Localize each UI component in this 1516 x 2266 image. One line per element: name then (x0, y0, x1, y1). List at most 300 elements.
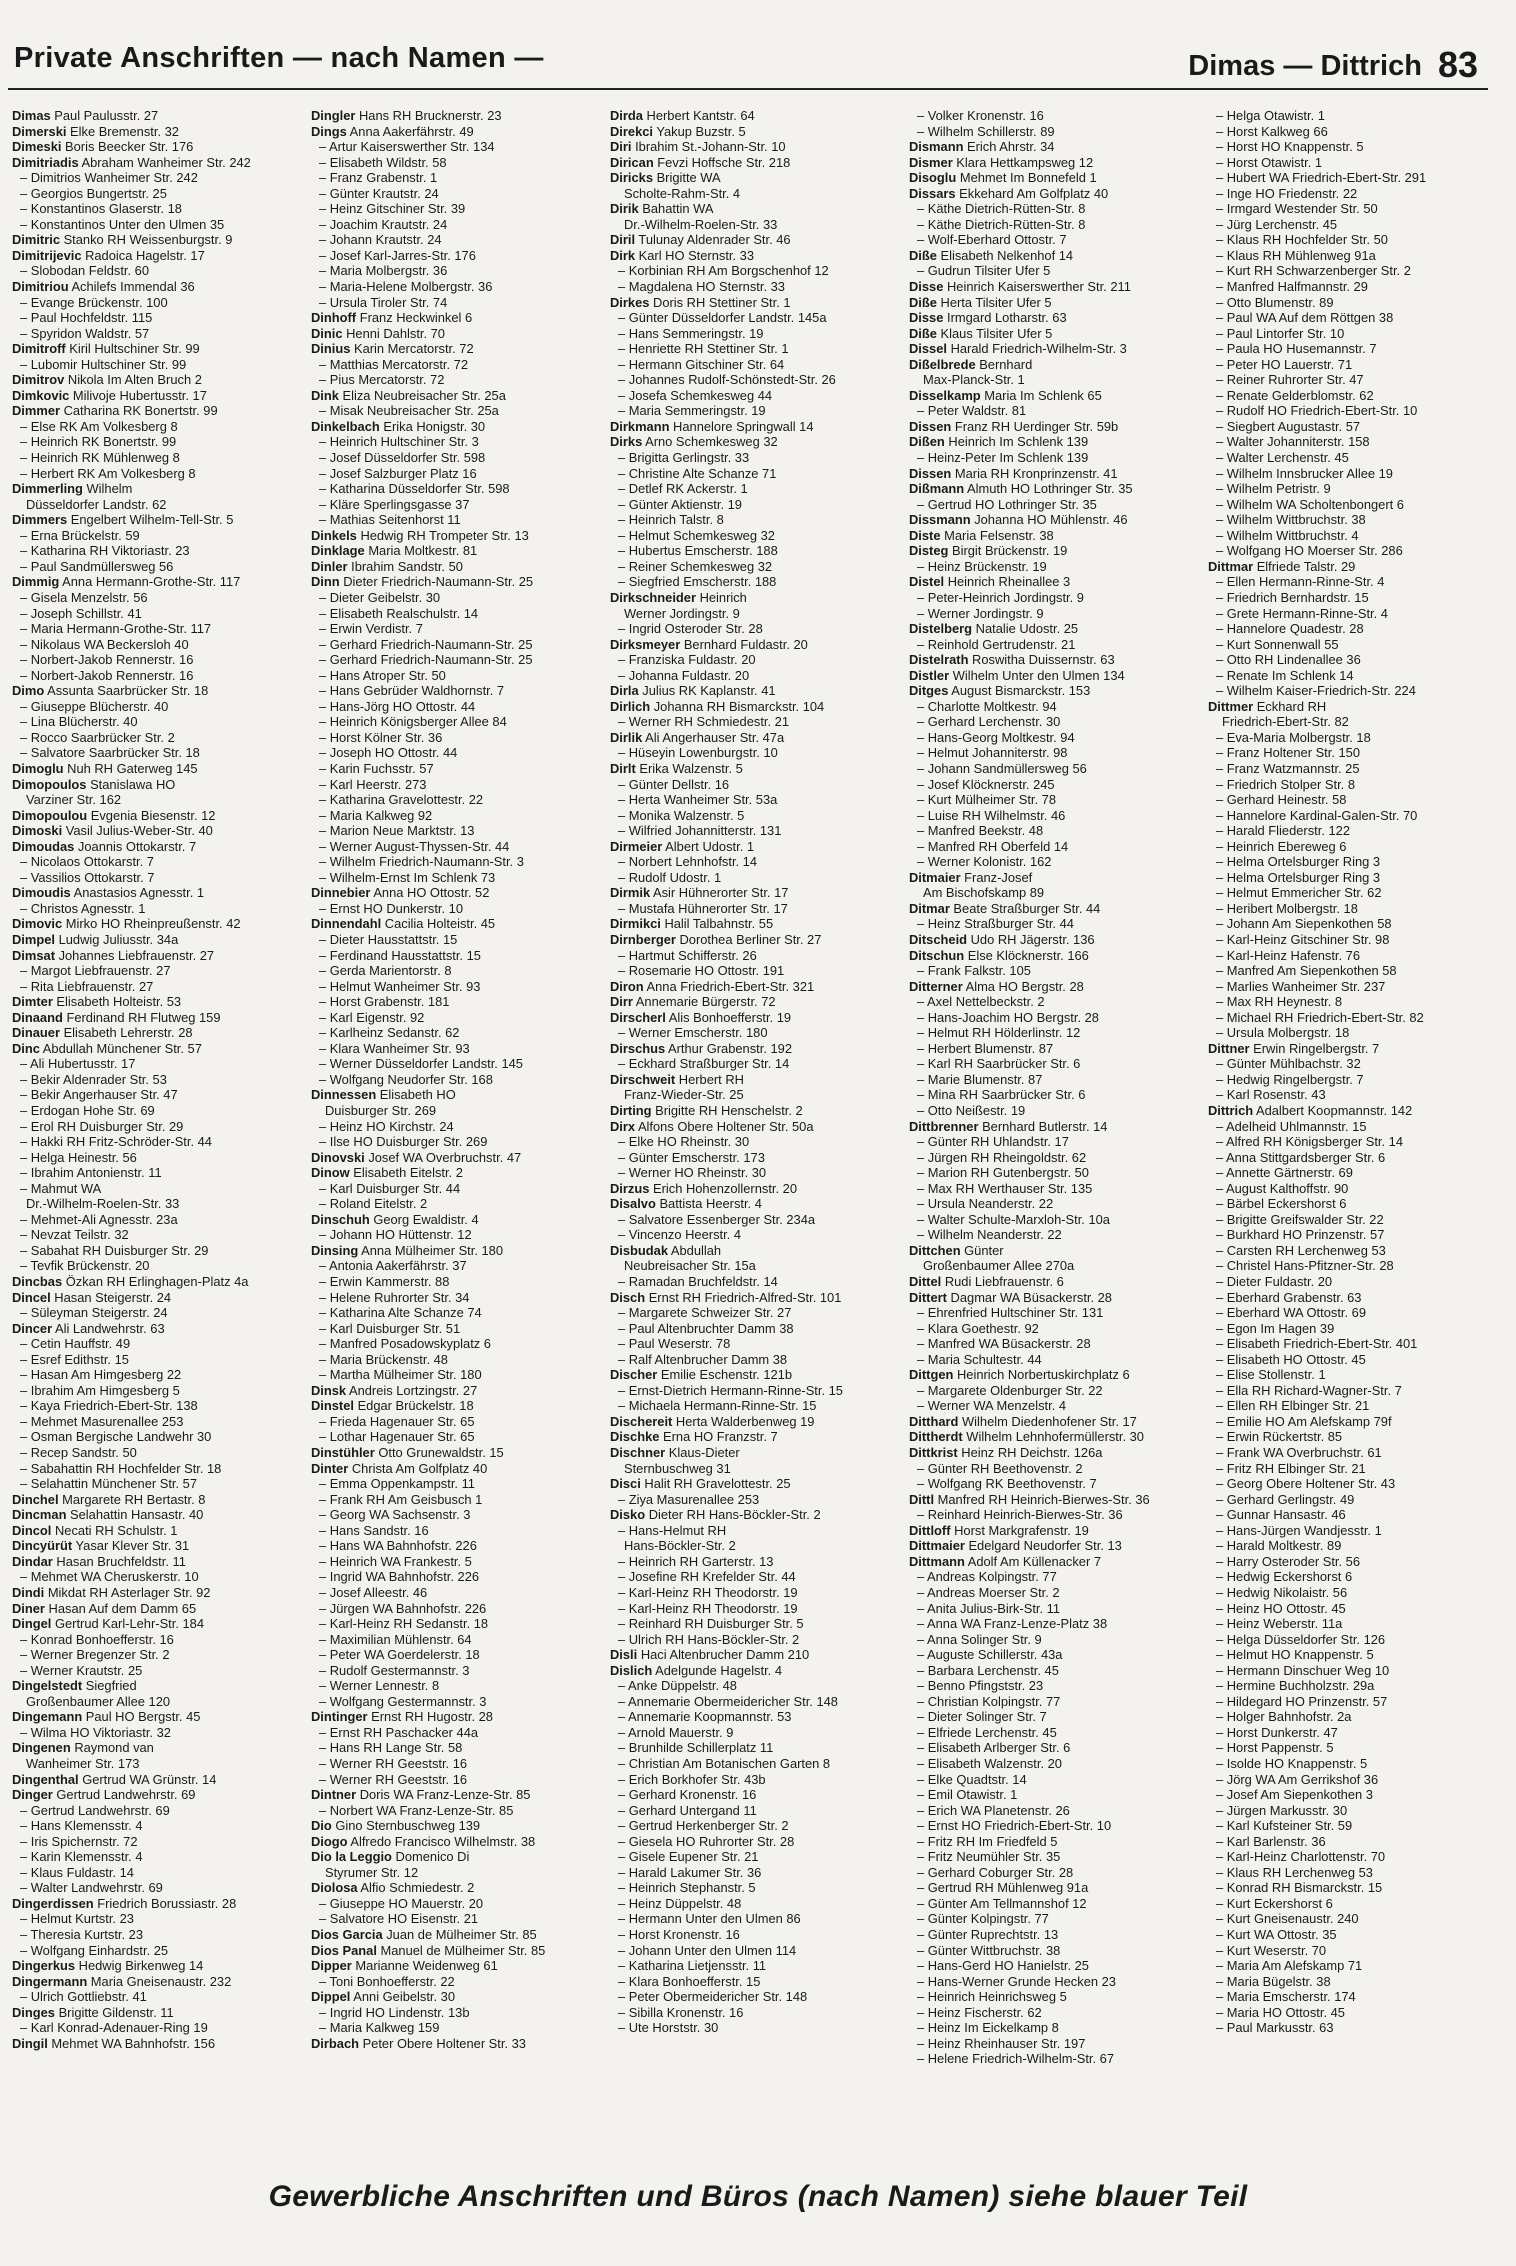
entry-details: Julius RK Kaplanstr. 41 (638, 683, 776, 699)
entry-details: Brigitte WA (653, 170, 721, 186)
directory-subentry: – Werner RH Geeststr. 16 (319, 1771, 468, 1787)
entry-details: Alma HO Bergstr. 28 (962, 978, 1084, 994)
entry-surname: Dinklage (311, 543, 365, 559)
entry-details: Johannes Liebfrauenstr. 27 (54, 947, 215, 963)
directory-subentry: – Helmut RH Hölderlinstr. 12 (917, 1025, 1081, 1041)
directory-subentry: – Karl-Heinz Charlottenstr. 70 (1216, 1849, 1386, 1865)
directory-entry (311, 1834, 603, 1850)
entry-details: Heinrich Norbertuskirchplatz 6 (953, 1367, 1130, 1383)
entry-surname: Dinn (311, 574, 340, 590)
entry-details: Christa Am Golfplatz 40 (348, 1460, 488, 1476)
directory-entry (909, 419, 1201, 435)
entry-details: Anna Hermann-Grothe-Str. 117 (59, 574, 241, 590)
directory-subentry: – Giesela HO Ruhrorter Str. 28 (618, 1833, 795, 1849)
directory-subentry: – Vincenzo Heerstr. 4 (618, 1227, 742, 1243)
directory-entry (610, 155, 902, 171)
entry-details: Rudi Liebfrauenstr. 6 (941, 1274, 1064, 1290)
directory-subentry: – Horst Dunkerstr. 47 (1216, 1724, 1338, 1740)
directory-subentry: – Wolfgang HO Moerser Str. 286 (1216, 543, 1403, 559)
directory-subentry: – Brigitte Greifswalder Str. 22 (1216, 1211, 1384, 1227)
directory-subentry: – Joachim Krautstr. 24 (319, 216, 448, 232)
entry-surname: Dißmann (909, 481, 965, 497)
directory-subentry: – Magdalena HO Sternstr. 33 (618, 279, 785, 295)
directory-entry (12, 1025, 304, 1041)
directory-subentry: – Konstantinos Glaserstr. 18 (20, 201, 182, 217)
directory-entry (311, 1445, 603, 1461)
directory-entry (311, 1927, 603, 1943)
entry-surname: Disse (909, 310, 944, 326)
directory-subentry: – Andreas Kolpingstr. 77 (917, 1569, 1057, 1585)
directory-subentry: – Horst Kölner Str. 36 (319, 729, 443, 745)
directory-subentry: – Frank RH Am Geisbusch 1 (319, 1491, 483, 1507)
directory-subentry: – Karl-Heinz RH Theodorstr. 19 (618, 1600, 798, 1616)
entry-surname: Dimopoulos (12, 776, 87, 792)
entry-details: Doris WA Franz-Lenze-Str. 85 (356, 1787, 531, 1803)
directory-subentry: – Heinrich Heinrichsweg 5 (917, 1989, 1067, 2005)
directory-entry (12, 808, 304, 824)
directory-entry (12, 1678, 304, 1694)
directory-subentry: – Gerhard Lerchenstr. 30 (917, 714, 1061, 730)
directory-entry (610, 1507, 902, 1523)
directory-subentry: – Johannes Rudolf-Schönstedt-Str. 26 (618, 372, 836, 388)
entry-surname: Dings (311, 123, 347, 139)
directory-subentry: – Günter Wittbruchstr. 38 (917, 1942, 1061, 1958)
directory-subentry: – Helga Heinestr. 56 (20, 1149, 137, 1165)
directory-subentry: – Helmut Emmericher Str. 62 (1216, 885, 1382, 901)
directory-entry (311, 1383, 603, 1399)
directory-subentry: – Paul Markusstr. 63 (1216, 2020, 1334, 2036)
entry-details: Brigitte Gildenstr. 11 (54, 2004, 174, 2020)
directory-subentry: – Karl-Heinz Hafenstr. 76 (1216, 947, 1361, 963)
entry-surname: Dirda (610, 108, 643, 123)
directory-subentry: – Heinz HO Kirchstr. 24 (319, 1118, 454, 1134)
entry-surname: Dimter (12, 994, 53, 1010)
directory-subentry: – Wilhelm Innsbrucker Allee 19 (1216, 465, 1393, 481)
directory-subentry: – Klaus RH Mühlenweg 91a (1216, 247, 1376, 263)
entry-details: Herbert RH (675, 1071, 744, 1087)
directory-subentry: – Lothar Hagenauer Str. 65 (319, 1429, 475, 1445)
entry-surname: Dinkelbach (311, 418, 380, 434)
entry-details: Elisabeth Holteistr. 53 (52, 994, 182, 1010)
entry-details: Natalie Udostr. 25 (972, 621, 1079, 637)
directory-entry (610, 683, 902, 699)
directory-entry (909, 295, 1201, 311)
entry-surname: Dingermann (12, 1973, 88, 1989)
directory-subentry: – Marlies Wanheimer Str. 237 (1216, 978, 1386, 994)
directory-subentry: – Reinhold Gertrudenstr. 21 (917, 636, 1076, 652)
entry-details: Anna Friedrich-Ebert-Str. 321 (643, 978, 815, 994)
directory-subentry: – Eberhard Grabenstr. 63 (1216, 1289, 1362, 1305)
entry-surname: Dirla (610, 683, 639, 699)
directory-entry (311, 1849, 603, 1865)
directory-entry (12, 1010, 304, 1026)
directory-subentry: – Katharina Düsseldorfer Str. 598 (319, 481, 510, 497)
entry-details: Arno Schemkesweg 32 (642, 434, 778, 450)
directory-entry (610, 1072, 902, 1088)
directory-subentry: – Manfred Halfmannstr. 29 (1216, 279, 1368, 295)
directory-continuation: Neubreisacher Str. 15a (624, 1258, 756, 1274)
entry-details: Wilhelm (82, 481, 133, 497)
entry-surname: Diogo (311, 1833, 348, 1849)
directory-subentry: – Maria Schultestr. 44 (917, 1351, 1042, 1367)
directory-subentry: – Kurt Sonnenwall 55 (1216, 636, 1339, 652)
directory-subentry: – Hedwig Nikolaistr. 56 (1216, 1584, 1348, 1600)
entry-surname: Dißelbrede (909, 356, 976, 372)
entry-details: Ibrahim Sandstr. 50 (347, 558, 463, 574)
entry-details: Ali Landwehrstr. 63 (52, 1320, 165, 1336)
directory-subentry: – Kurt WA Ottostr. 35 (1216, 1926, 1337, 1942)
entry-surname: Dittner (1208, 1040, 1250, 1056)
directory-subentry: – Hans Atroper Str. 50 (319, 667, 446, 683)
directory-subentry: – Gerhard Coburger Str. 28 (917, 1864, 1074, 1880)
directory-subentry: – Josef Am Siepenkothen 3 (1216, 1787, 1373, 1803)
entry-details: Harald Friedrich-Wilhelm-Str. 3 (946, 341, 1127, 357)
directory-subentry: – Evange Brückenstr. 100 (20, 294, 168, 310)
entry-surname: Dingel (12, 1616, 52, 1632)
directory-subentry: – Walter Landwehrstr. 69 (20, 1880, 163, 1896)
directory-subentry: – Konrad Bonhoefferstr. 16 (20, 1631, 174, 1647)
entry-surname: Dindar (12, 1553, 53, 1569)
directory-subentry: – Ellen Hermann-Rinne-Str. 4 (1216, 574, 1385, 590)
entry-details: Peter Obere Holtener Str. 33 (359, 2035, 526, 2051)
directory-subentry: – Paul Lintorfer Str. 10 (1216, 325, 1345, 341)
directory-subentry: – Christos Agnesstr. 1 (20, 900, 146, 916)
entry-surname: Dinovski (311, 1149, 365, 1165)
entry-surname: Dittmaier (909, 1538, 965, 1554)
entry-surname: Diricks (610, 170, 653, 186)
entry-surname: Dirmikci (610, 916, 661, 932)
entry-details: Margarete RH Bertastr. 8 (58, 1491, 206, 1507)
entry-details: Irmgard Lotharstr. 63 (943, 310, 1067, 326)
entry-surname: Dinc (12, 1040, 40, 1056)
directory-subentry: – Hermann Unter den Ulmen 86 (618, 1911, 801, 1927)
directory-subentry: – Käthe Dietrich-Rütten-Str. 8 (917, 201, 1086, 217)
directory-subentry: – Maria HO Ottostr. 45 (1216, 2004, 1345, 2020)
entry-surname: Ditthard (909, 1413, 959, 1429)
directory-subentry: – Karl-Heinz RH Sedanstr. 18 (319, 1616, 489, 1632)
directory-subentry: – Karl Duisburger Str. 51 (319, 1320, 461, 1336)
directory-entry (12, 1538, 304, 1554)
entry-surname: Disch (610, 1289, 646, 1305)
entry-surname: Dingler (311, 108, 356, 123)
entry-surname: Disoglu (909, 170, 957, 186)
directory-subentry: – Jörg WA Am Gerrikshof 36 (1216, 1771, 1379, 1787)
directory-subentry: – Helmut Wanheimer Str. 93 (319, 978, 481, 994)
directory-subentry: – Renate Gelderblomstr. 62 (1216, 387, 1374, 403)
directory-subentry: – Hildegard HO Prinzenstr. 57 (1216, 1693, 1388, 1709)
entry-details: Maria RH Kronprinzenstr. 41 (951, 465, 1118, 481)
directory-entry (12, 1709, 304, 1725)
directory-subentry: – Ellen RH Elbinger Str. 21 (1216, 1398, 1370, 1414)
directory-subentry: – Volker Kronenstr. 16 (917, 108, 1044, 123)
directory-subentry: – Kurt Weserstr. 70 (1216, 1942, 1327, 1958)
directory-subentry: – Siegbert Augustastr. 57 (1216, 418, 1361, 434)
directory-subentry: – Marion Neue Marktstr. 13 (319, 823, 475, 839)
entry-details: Raymond van (70, 1740, 154, 1756)
directory-subentry: – Ulrich Gottliebstr. 41 (20, 1989, 147, 2005)
directory-subentry: – Erich WA Planetenstr. 26 (917, 1802, 1070, 1818)
directory-subentry: – Elise Stollenstr. 1 (1216, 1367, 1326, 1383)
directory-subentry: – Artur Kaiserswerther Str. 134 (319, 139, 495, 155)
entry-details: Stanko RH Weissenburgstr. 9 (60, 232, 233, 248)
directory-subentry: – Günter Ruprechtstr. 13 (917, 1926, 1059, 1942)
entry-surname: Disalvo (610, 1196, 656, 1212)
directory-subentry: – Heinrich RK Mühlenweg 8 (20, 450, 180, 466)
entry-details: Elke Bremenstr. 32 (66, 123, 179, 139)
directory-subentry: – Dieter Geibelstr. 30 (319, 589, 441, 605)
directory-entry (12, 372, 304, 388)
directory-entry (909, 574, 1201, 590)
directory-entry (909, 466, 1201, 482)
entry-details: Vasil Julius-Weber-Str. 40 (62, 823, 213, 839)
directory-entry (610, 839, 902, 855)
directory-subentry: – Annemarie Obermeidericher Str. 148 (618, 1693, 838, 1709)
entry-details: Anna HO Ottostr. 52 (370, 885, 490, 901)
directory-subentry: – Wilhelm WA Scholtenbongert 6 (1216, 496, 1404, 512)
directory-entry (909, 1119, 1201, 1135)
directory-entry (909, 170, 1201, 186)
entry-surname: Disko (610, 1507, 646, 1523)
directory-subentry: – Harald Lakumer Str. 36 (618, 1864, 762, 1880)
directory-subentry: – Karl Duisburger Str. 44 (319, 1180, 461, 1196)
entry-surname: Dinauer (12, 1025, 60, 1041)
directory-entry (610, 434, 902, 450)
directory-continuation: Dr.-Wilhelm-Roelen-Str. 33 (26, 1196, 180, 1212)
directory-subentry: – Ingrid HO Lindenstr. 13b (319, 2004, 470, 2020)
directory-subentry: – Eva-Maria Molbergstr. 18 (1216, 729, 1371, 745)
directory-subentry: – Frank Falkstr. 105 (917, 963, 1031, 979)
directory-subentry: – Helmut Kurtstr. 23 (20, 1911, 134, 1927)
directory-subentry: – Lina Blücherstr. 40 (20, 714, 138, 730)
directory-subentry: – Helga Otawistr. 1 (1216, 108, 1325, 123)
directory-subentry: – Ingrid WA Bahnhofstr. 226 (319, 1569, 480, 1585)
directory-subentry: – Gunnar Hansastr. 46 (1216, 1507, 1346, 1523)
entry-surname: Dimerski (12, 123, 67, 139)
directory-subentry: – Fritz Neumühler Str. 35 (917, 1849, 1061, 1865)
directory-entry (909, 1492, 1201, 1508)
entry-surname: Dittkrist (909, 1445, 958, 1461)
directory-subentry: – Josef Karl-Jarres-Str. 176 (319, 247, 476, 263)
directory-subentry: – Maria Am Alefskamp 71 (1216, 1958, 1363, 1974)
directory-subentry: – Iris Spichernstr. 72 (20, 1833, 138, 1849)
directory-subentry: – Heinz Fischerstr. 62 (917, 2004, 1042, 2020)
entry-details: Dieter RH Hans-Böckler-Str. 2 (645, 1507, 821, 1523)
directory-entry (909, 683, 1201, 699)
entry-details: Ludwig Juliusstr. 34a (54, 931, 179, 947)
directory-subentry: – Erwin Rückertstr. 85 (1216, 1429, 1343, 1445)
directory-entry (610, 232, 902, 248)
directory-entry (311, 1818, 603, 1834)
entry-details: Elisabeth HO (376, 1087, 456, 1103)
directory-subentry: – Brunhilde Schillerplatz 11 (618, 1740, 774, 1756)
directory-entry (12, 777, 304, 793)
directory-subentry: – Klara Wanheimer Str. 93 (319, 1040, 470, 1056)
directory-entry (909, 155, 1201, 171)
entry-details: Dorothea Berliner Str. 27 (675, 931, 822, 947)
entry-surname: Dimitrijevic (12, 247, 82, 263)
directory-entry (909, 870, 1201, 886)
directory-subentry: – Slobodan Feldstr. 60 (20, 263, 149, 279)
entry-details: Evgenia Biesenstr. 12 (87, 807, 216, 823)
directory-subentry: – Selahattin Münchener Str. 57 (20, 1476, 198, 1492)
directory-entry (610, 1476, 902, 1492)
directory-subentry: – Peter Obermeidericher Str. 148 (618, 1989, 808, 2005)
directory-subentry: – Else RK Am Volkesberg 8 (20, 418, 178, 434)
directory-subentry: – Gerda Marientorstr. 8 (319, 963, 452, 979)
directory-subentry: – Walter Schulte-Marxloh-Str. 10a (917, 1211, 1110, 1227)
directory-entry (610, 761, 902, 777)
entry-surname: Dirksmeyer (610, 636, 681, 652)
entry-surname: Dimitroff (12, 341, 66, 357)
directory-entry (12, 139, 304, 155)
directory-entry (610, 419, 902, 435)
entry-details: Udo RH Jägerstr. 136 (967, 931, 1095, 947)
entry-details: Selahattin Hansastr. 40 (66, 1507, 204, 1523)
directory-subentry: – Maria-Helene Molbergstr. 36 (319, 279, 493, 295)
directory-entry (909, 279, 1201, 295)
directory-subentry: – Georg Obere Holtener Str. 43 (1216, 1476, 1396, 1492)
directory-subentry: – Anke Düppelstr. 48 (618, 1678, 737, 1694)
directory-entry (610, 1367, 902, 1383)
entry-surname: Dirschweit (610, 1071, 676, 1087)
directory-entry (610, 1663, 902, 1679)
page-header (8, 34, 1488, 90)
directory-subentry: – Charlotte Moltkestr. 94 (917, 698, 1057, 714)
directory-subentry: – Maria Emscherstr. 174 (1216, 1989, 1356, 2005)
directory-subentry: – Maria Bügelstr. 38 (1216, 1973, 1331, 1989)
directory-continuation: Franz-Wieder-Str. 25 (624, 1087, 744, 1103)
directory-subentry: – Rudolf Gestermannstr. 3 (319, 1662, 470, 1678)
directory-entry (610, 139, 902, 155)
directory-subentry: – Wilhelm Wittbruchstr. 4 (1216, 527, 1359, 543)
entry-surname: Dingelstedt (12, 1678, 83, 1694)
entry-surname: Dimitriou (12, 279, 69, 295)
entry-details: Elisabeth Eitelstr. 2 (349, 1165, 463, 1181)
entry-surname: Dirbach (311, 2035, 359, 2051)
directory-subentry: – Manfred Beekstr. 48 (917, 823, 1044, 839)
directory-subentry: – Franziska Fuldastr. 20 (618, 652, 756, 668)
entry-details: Heinrich Kaiserswerther Str. 211 (943, 279, 1131, 295)
directory-subentry: – Karl RH Saarbrücker Str. 6 (917, 1056, 1081, 1072)
directory-subentry: – Manfred Am Siepenkothen 58 (1216, 963, 1397, 979)
directory-subentry: – Ursula Tiroler Str. 74 (319, 294, 448, 310)
entry-surname: Dimitrov (12, 372, 65, 388)
directory-subentry: – Hans-Joachim HO Bergstr. 28 (917, 1009, 1099, 1025)
entry-surname: Dio la Leggio (311, 1849, 392, 1865)
directory-subentry: – Elisabeth HO Ottostr. 45 (1216, 1351, 1366, 1367)
directory-subentry: – Werner August-Thyssen-Str. 44 (319, 838, 510, 854)
directory-entry (1208, 559, 1500, 575)
directory-entry (610, 1103, 902, 1119)
directory-subentry: – Nevzat Teilstr. 32 (20, 1227, 129, 1243)
directory-subentry: – Esref Edithstr. 15 (20, 1351, 129, 1367)
directory-subentry: – Joseph Schillstr. 41 (20, 605, 142, 621)
entry-details: Hans RH Brucknerstr. 23 (355, 108, 502, 123)
directory-entry (12, 1896, 304, 1912)
directory-subentry: – Karin Fuchsstr. 57 (319, 760, 434, 776)
directory-entry (909, 248, 1201, 264)
entry-details: Achilefs Immendal 36 (68, 279, 195, 295)
directory-entry (909, 1445, 1201, 1461)
entry-details: Hasan Steigerstr. 24 (50, 1289, 172, 1305)
entry-surname: Dißen (909, 434, 945, 450)
entry-details: Gertrud Landwehrstr. 69 (52, 1787, 196, 1803)
directory-entry (610, 637, 902, 653)
directory-subentry: – Christian Kolpingstr. 77 (917, 1693, 1061, 1709)
directory-entry (311, 388, 603, 404)
entry-details: Bernhard Butlerstr. 14 (978, 1118, 1108, 1134)
directory-continuation: Scholte-Rahm-Str. 4 (624, 185, 741, 201)
column-5 (1208, 108, 1500, 2160)
entry-details: Fevzi Hoffsche Str. 218 (653, 154, 791, 170)
entry-surname: Dios Garcia (311, 1926, 383, 1942)
directory-continuation: Varziner Str. 162 (26, 792, 122, 808)
directory-subentry: – Hubert WA Friedrich-Ebert-Str. 291 (1216, 170, 1427, 186)
directory-subentry: – Kurt Mülheimer Str. 78 (917, 792, 1056, 808)
directory-entry (909, 341, 1201, 357)
entry-surname: Dincer (12, 1320, 53, 1336)
entry-surname: Diße (909, 294, 937, 310)
entry-surname: Dingil (12, 2035, 48, 2051)
directory-subentry: – Hüseyin Lowenburgstr. 10 (618, 745, 778, 761)
directory-subentry: – Norbert-Jakob Rennerstr. 16 (20, 652, 194, 668)
column-2 (311, 108, 603, 2160)
entry-surname: Dimopoulou (12, 807, 88, 823)
directory-subentry: – Hans Klemensstr. 4 (20, 1818, 143, 1834)
entry-surname: Ditterner (909, 978, 963, 994)
entry-surname: Dimmerling (12, 481, 83, 497)
directory-subentry: – Klaus RH Hochfelder Str. 50 (1216, 232, 1388, 248)
directory-subentry: – Maria Molbergstr. 36 (319, 263, 448, 279)
entry-details: Maria Moltkestr. 81 (364, 543, 478, 559)
directory-subentry: – Irmgard Westender Str. 50 (1216, 201, 1378, 217)
directory-subentry: – Dimitrios Wanheimer Str. 242 (20, 170, 198, 186)
entry-details: Paul HO Bergstr. 45 (82, 1709, 201, 1725)
entry-surname: Dingenthal (12, 1771, 79, 1787)
entry-surname: Dischke (610, 1429, 660, 1445)
directory-subentry: – Adelheid Uhlmannstr. 15 (1216, 1118, 1367, 1134)
directory-entry (12, 839, 304, 855)
directory-entry (909, 652, 1201, 668)
entry-details: Catharina RK Bonertstr. 99 (60, 403, 218, 419)
entry-surname: Dindi (12, 1584, 45, 1600)
entry-details: Heinz RH Deichstr. 126a (957, 1445, 1103, 1461)
entry-details: Horst Markgrafenstr. 19 (950, 1522, 1089, 1538)
entry-surname: Dittrich (1208, 1103, 1254, 1118)
entry-details: Kiril Hultschiner Str. 99 (65, 341, 200, 357)
entry-surname: Dinaand (12, 1009, 63, 1025)
directory-subentry: – Günter RH Uhlandstr. 17 (917, 1134, 1069, 1150)
directory-continuation: Hans-Böckler-Str. 2 (624, 1538, 736, 1554)
directory-subentry: – Holger Bahnhofstr. 2a (1216, 1709, 1352, 1725)
directory-subentry: – Paul Weserstr. 78 (618, 1336, 731, 1352)
directory-entry (909, 434, 1201, 450)
directory-entry (909, 528, 1201, 544)
directory-subentry: – Giuseppe Blücherstr. 40 (20, 698, 169, 714)
directory-entry (909, 1523, 1201, 1539)
directory-entry (311, 1212, 603, 1228)
directory-entry (12, 1507, 304, 1523)
directory-continuation: Am Bischofskamp 89 (923, 885, 1045, 901)
directory-entry (311, 1989, 603, 2005)
directory-subentry: – Wilhelm-Ernst Im Schlenk 73 (319, 869, 496, 885)
directory-subentry: – Ernst RH Paschacker 44a (319, 1724, 479, 1740)
directory-subentry: – Johann Sandmüllersweg 56 (917, 760, 1087, 776)
directory-continuation: Styrumer Str. 12 (325, 1864, 419, 1880)
directory-subentry: – Andreas Moerser Str. 2 (917, 1584, 1060, 1600)
directory-subentry: – Gerhard Kronenstr. 16 (618, 1787, 757, 1803)
entry-details: Hasan Auf dem Damm 65 (44, 1600, 197, 1616)
